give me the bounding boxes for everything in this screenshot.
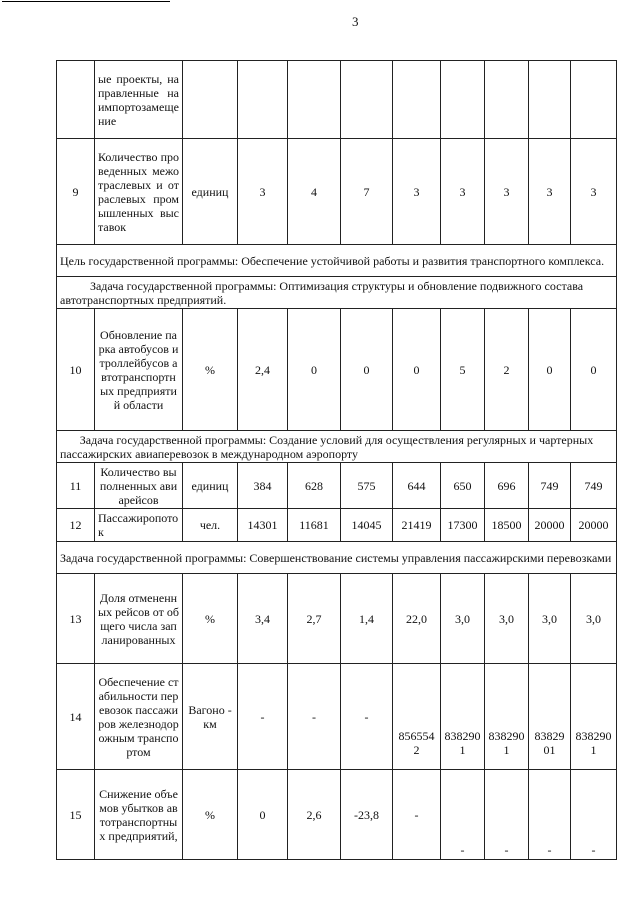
value-cell: 3 [571, 139, 617, 245]
table-row [57, 309, 617, 431]
value-cell: 644 [393, 463, 441, 509]
unit-cell: единиц [183, 463, 238, 509]
value-cell: 14045 [341, 509, 393, 542]
value-cell: 628 [288, 463, 341, 509]
indicator-name: ые проекты, направленные на импортозамещение [95, 61, 183, 139]
indicator-name: Снижение объемов убытков автотранспортных предприятий, [95, 770, 183, 860]
value-cell: 2,4 [238, 309, 288, 431]
value-cell: 749 [571, 463, 617, 509]
row-number: 14 [57, 664, 95, 770]
value-cell: 3 [485, 139, 529, 245]
value-cell: 0 [288, 309, 341, 431]
value-cell: - [485, 770, 529, 860]
value-cell: 696 [485, 463, 529, 509]
indicator-name: Обеспечение стабильности перевозок пассажиров железнодорожным транспортом [95, 664, 183, 770]
value-cell: 8382901 [529, 664, 571, 770]
task-heading: Задача государственной программы: Оптимизация структуры и обновление подвижного состава автотранспортных предприятий. [57, 277, 617, 309]
task-heading: Задача государственной программы: Совершенствование системы управления пассажирскими перевозками [57, 542, 617, 574]
value-cell: 17300 [441, 509, 485, 542]
table-row [57, 770, 617, 860]
section-row [57, 277, 617, 309]
value-cell: 3 [441, 139, 485, 245]
value-cell: 7 [341, 139, 393, 245]
value-cell: - [238, 664, 288, 770]
row-number: 15 [57, 770, 95, 860]
value-cell: 21419 [393, 509, 441, 542]
task-heading: Задача государственной программы: Создание условий для осуществления регулярных и чартерных пассажирских авиаперевозок в международном аэропорту [57, 431, 617, 463]
top-rule [2, 1, 170, 2]
value-cell: 3 [393, 139, 441, 245]
section-row [57, 431, 617, 463]
value-cell: 8382901 [571, 664, 617, 770]
value-cell: - [393, 770, 441, 860]
table-row [57, 574, 617, 664]
value-cell: 0 [238, 770, 288, 860]
goal-heading: Цель государственной программы: Обеспечение устойчивой работы и развития транспортного комплекса. [57, 245, 617, 277]
value-cell: 3,0 [441, 574, 485, 664]
row-number [57, 61, 95, 139]
value-cell: 22,0 [393, 574, 441, 664]
value-cell: 3 [238, 139, 288, 245]
row-number: 9 [57, 139, 95, 245]
value-cell: 3,0 [529, 574, 571, 664]
row-number: 11 [57, 463, 95, 509]
value-cell: - [441, 770, 485, 860]
value-cell: 0 [571, 309, 617, 431]
value-cell: - [288, 664, 341, 770]
page-number: 3 [352, 14, 359, 29]
value-cell: 4 [288, 139, 341, 245]
indicators-table [56, 60, 617, 860]
value-cell: 3,0 [571, 574, 617, 664]
value-cell: 20000 [529, 509, 571, 542]
value-cell: 650 [441, 463, 485, 509]
value-cell: 14301 [238, 509, 288, 542]
value-cell: 2,6 [288, 770, 341, 860]
value-cell: 20000 [571, 509, 617, 542]
indicator-name: Доля отмененных рейсов от общего числа запланированных [95, 574, 183, 664]
value-cell: 3 [529, 139, 571, 245]
value-cell: 1,4 [341, 574, 393, 664]
value-cell: -23,8 [341, 770, 393, 860]
section-row [57, 542, 617, 574]
indicator-name: Пассажиропоток [95, 509, 183, 542]
table-row [57, 139, 617, 245]
table-row [57, 61, 617, 139]
indicator-name: Количество проведенных межотраслевых и отраслевых промышленных выставок [95, 139, 183, 245]
value-cell: 8565542 [393, 664, 441, 770]
row-number: 12 [57, 509, 95, 542]
value-cell: 0 [341, 309, 393, 431]
table-row [57, 664, 617, 770]
value-cell: 5 [441, 309, 485, 431]
indicator-name: Обновление парка автобусов и троллейбусов автотранспортных предприятий области [95, 309, 183, 431]
unit-cell: единиц [183, 139, 238, 245]
section-row [57, 245, 617, 277]
table-row [57, 463, 617, 509]
value-cell: 11681 [288, 509, 341, 542]
value-cell: 8382901 [441, 664, 485, 770]
table-row [57, 509, 617, 542]
row-number: 13 [57, 574, 95, 664]
value-cell: - [529, 770, 571, 860]
unit-cell: % [183, 309, 238, 431]
unit-cell: Вагоно - км [183, 664, 238, 770]
row-number: 10 [57, 309, 95, 431]
value-cell: 749 [529, 463, 571, 509]
value-cell: 3,4 [238, 574, 288, 664]
unit-cell: % [183, 770, 238, 860]
value-cell: 0 [529, 309, 571, 431]
value-cell: 0 [393, 309, 441, 431]
value-cell: 8382901 [485, 664, 529, 770]
value-cell: 384 [238, 463, 288, 509]
indicator-name: Количество выполненных авиарейсов [95, 463, 183, 509]
value-cell: 575 [341, 463, 393, 509]
value-cell: 3,0 [485, 574, 529, 664]
value-cell: 18500 [485, 509, 529, 542]
unit-cell: чел. [183, 509, 238, 542]
value-cell: 2,7 [288, 574, 341, 664]
value-cell: 2 [485, 309, 529, 431]
value-cell: - [341, 664, 393, 770]
value-cell: - [571, 770, 617, 860]
unit-cell: % [183, 574, 238, 664]
